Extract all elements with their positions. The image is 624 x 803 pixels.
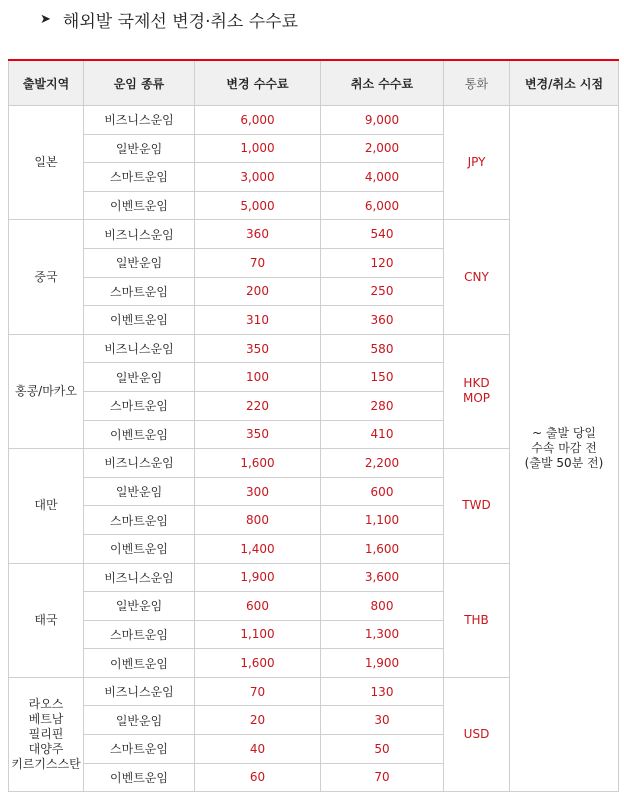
- cancel-fee-cell: 540: [321, 220, 444, 249]
- currency-code: THB: [464, 612, 489, 627]
- fare-type-cell: 스마트운임: [84, 620, 195, 649]
- change-fee-cell: 1,400: [195, 534, 321, 563]
- region-cell: [9, 220, 84, 334]
- page-title: [40, 6, 298, 32]
- region-cell: [9, 677, 84, 791]
- change-fee-cell: 1,000: [195, 134, 321, 163]
- timing-line: (출발 50분 전): [524, 456, 604, 471]
- cancel-fee-cell: 580: [321, 334, 444, 363]
- currency-code: MOP: [462, 391, 491, 406]
- fare-type-cell: 비즈니스운임: [84, 220, 195, 249]
- cancel-fee-cell: 410: [321, 420, 444, 449]
- change-fee-cell: 5,000: [195, 191, 321, 220]
- region-cell: [9, 563, 84, 677]
- change-fee-cell: 1,600: [195, 649, 321, 678]
- currency-cell: [444, 334, 510, 448]
- fare-type-cell: 이벤트운임: [84, 763, 195, 792]
- fare-type-cell: 일반운임: [84, 592, 195, 621]
- cancel-fee-cell: 1,300: [321, 620, 444, 649]
- cancel-fee-cell: 4,000: [321, 163, 444, 192]
- change-fee-cell: 350: [195, 420, 321, 449]
- region-name: 태국: [34, 612, 58, 627]
- region-name: 필리핀: [28, 727, 64, 742]
- fare-type-cell: 이벤트운임: [84, 191, 195, 220]
- change-fee-cell: 800: [195, 506, 321, 535]
- timing-line: ~ 출발 당일: [531, 426, 597, 441]
- cancel-fee-cell: 360: [321, 306, 444, 335]
- table-body: [9, 106, 619, 792]
- table-header-row: [9, 60, 619, 106]
- header-region: 출발지역: [9, 60, 84, 106]
- cancel-fee-cell: 120: [321, 248, 444, 277]
- change-fee-cell: 70: [195, 248, 321, 277]
- change-fee-cell: 20: [195, 706, 321, 735]
- change-fee-cell: 310: [195, 306, 321, 335]
- fare-type-cell: 스마트운임: [84, 391, 195, 420]
- change-fee-cell: 300: [195, 477, 321, 506]
- timing-cell: [510, 106, 619, 792]
- change-fee-cell: 100: [195, 363, 321, 392]
- fare-type-cell: 비즈니스운임: [84, 677, 195, 706]
- fare-type-cell: 이벤트운임: [84, 420, 195, 449]
- fare-type-cell: 일반운임: [84, 248, 195, 277]
- currency-code: CNY: [464, 269, 489, 284]
- fare-type-cell: 스마트운임: [84, 506, 195, 535]
- cancel-fee-cell: 2,200: [321, 449, 444, 478]
- cancel-fee-cell: 1,100: [321, 506, 444, 535]
- cancel-fee-cell: 30: [321, 706, 444, 735]
- change-fee-cell: 600: [195, 592, 321, 621]
- currency-cell: [444, 220, 510, 334]
- change-fee-cell: 3,000: [195, 163, 321, 192]
- region-cell: [9, 106, 84, 220]
- fare-type-cell: 스마트운임: [84, 163, 195, 192]
- cancel-fee-cell: 280: [321, 391, 444, 420]
- table-row: [9, 106, 619, 135]
- change-fee-cell: 1,900: [195, 563, 321, 592]
- change-fee-cell: 60: [195, 763, 321, 792]
- change-fee-cell: 200: [195, 277, 321, 306]
- cancel-fee-cell: 3,600: [321, 563, 444, 592]
- region-name: 대만: [34, 498, 58, 513]
- header-currency: 통화: [444, 60, 510, 106]
- region-name: 중국: [34, 269, 58, 284]
- fare-type-cell: 비즈니스운임: [84, 563, 195, 592]
- header-change-fee: 변경 수수료: [195, 60, 321, 106]
- fee-table: [8, 59, 619, 792]
- header-fare-type: 운임 종류: [84, 60, 195, 106]
- change-fee-cell: 1,100: [195, 620, 321, 649]
- cancel-fee-cell: 6,000: [321, 191, 444, 220]
- region-name: 키르기스스탄: [11, 757, 81, 772]
- header-timing: 변경/취소 시점: [510, 60, 619, 106]
- change-fee-cell: 6,000: [195, 106, 321, 135]
- region-name: 홍콩/마카오: [14, 383, 77, 398]
- change-fee-cell: 70: [195, 677, 321, 706]
- region-name: 일본: [34, 155, 58, 170]
- cancel-fee-cell: 600: [321, 477, 444, 506]
- currency-cell: [444, 677, 510, 791]
- fare-type-cell: 비즈니스운임: [84, 106, 195, 135]
- fare-type-cell: 일반운임: [84, 363, 195, 392]
- cancel-fee-cell: 250: [321, 277, 444, 306]
- cancel-fee-cell: 50: [321, 735, 444, 764]
- region-cell: [9, 449, 84, 563]
- cancel-fee-cell: 70: [321, 763, 444, 792]
- cancel-fee-cell: 130: [321, 677, 444, 706]
- region-cell: [9, 334, 84, 448]
- fare-type-cell: 이벤트운임: [84, 534, 195, 563]
- cancel-fee-cell: 1,600: [321, 534, 444, 563]
- change-fee-cell: 1,600: [195, 449, 321, 478]
- fare-type-cell: 스마트운임: [84, 277, 195, 306]
- region-name: 베트남: [28, 712, 64, 727]
- currency-code: HKD: [463, 376, 490, 391]
- fare-type-cell: 이벤트운임: [84, 306, 195, 335]
- change-fee-cell: 40: [195, 735, 321, 764]
- currency-cell: [444, 563, 510, 677]
- fare-type-cell: 일반운임: [84, 706, 195, 735]
- currency-code: JPY: [467, 155, 486, 170]
- fare-type-cell: 스마트운임: [84, 735, 195, 764]
- timing-line: 수속 마감 전: [531, 441, 597, 456]
- region-name: 대양주: [28, 742, 64, 757]
- currency-cell: [444, 106, 510, 220]
- fare-type-cell: 일반운임: [84, 477, 195, 506]
- currency-code: USD: [463, 727, 490, 742]
- currency-cell: [444, 449, 510, 563]
- cancel-fee-cell: 9,000: [321, 106, 444, 135]
- header-cancel-fee: 취소 수수료: [321, 60, 444, 106]
- change-fee-cell: 360: [195, 220, 321, 249]
- cancel-fee-cell: 2,000: [321, 134, 444, 163]
- arrow-bullet-icon: ➤: [40, 11, 51, 27]
- fare-type-cell: 비즈니스운임: [84, 449, 195, 478]
- fare-type-cell: 이벤트운임: [84, 649, 195, 678]
- cancel-fee-cell: 150: [321, 363, 444, 392]
- change-fee-cell: 220: [195, 391, 321, 420]
- page-title-text: 해외발 국제선 변경·취소 수수료: [62, 11, 299, 32]
- fare-type-cell: 일반운임: [84, 134, 195, 163]
- fare-type-cell: 비즈니스운임: [84, 334, 195, 363]
- currency-code: TWD: [462, 498, 491, 513]
- change-fee-cell: 350: [195, 334, 321, 363]
- cancel-fee-cell: 800: [321, 592, 444, 621]
- cancel-fee-cell: 1,900: [321, 649, 444, 678]
- region-name: 라오스: [28, 697, 64, 712]
